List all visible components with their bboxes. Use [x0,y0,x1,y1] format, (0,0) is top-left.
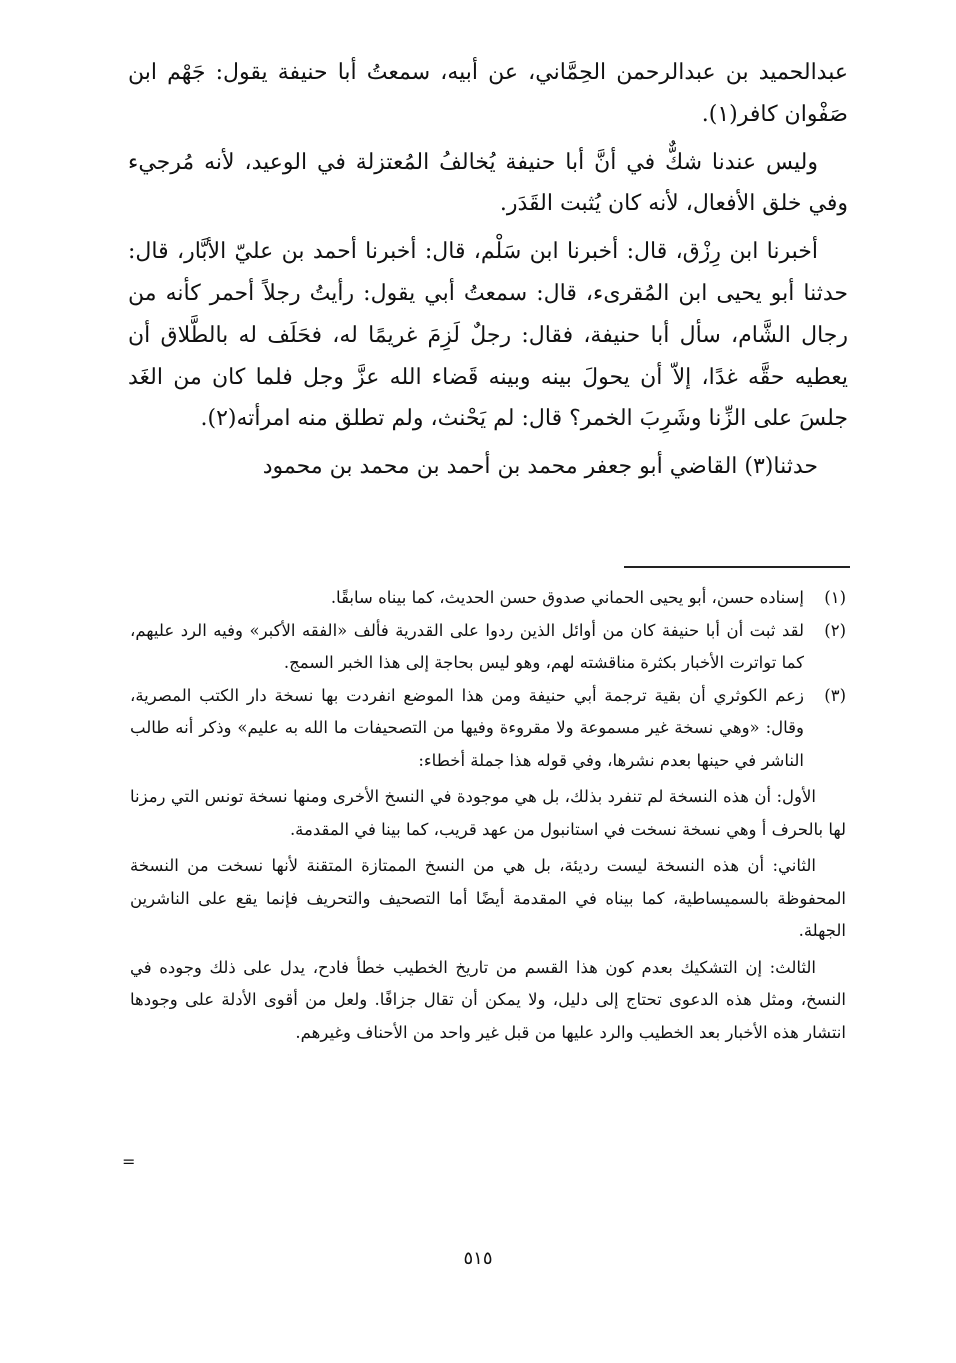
footnote-3 [130,680,846,778]
footnote-number: (٢) [824,620,846,640]
paragraph-2: وليس عندنا شكٌّ في أنَّ أبا حنيفة يُخالفُ المُعتزلة في الوعيد، لأنه مُرجيء وفي خلق الأفعال، لأنه كان يُثبت القَدَر. [128,149,848,217]
page-number: ٥١٥ [463,1248,493,1269]
footnote-number: (٣) [824,685,846,705]
footnotes-block [130,582,846,1049]
footnote-point-first: الأول: أن هذه النسخة لم تنفرد بذلك، بل هي موجودة في النسخ الأخرى ومنها نسخة تونس التي رمزنا لها بالحرف أ وهي نسخة نسخت في استانبول من عهد قريب، كما بينا في المقدمة. [130,787,846,839]
footnote-point-second: الثاني: أن هذه النسخة ليست رديئة، بل هي من النسخ الممتازة المتقنة لأنها نسخت من النسخة المحفوظة بالسميساطية، كما بيناه في المقدمة أيضًا أما التصحيف والتحريف فإنما يقع على الناشرين الجهلة. [130,856,846,940]
continuation-mark: = [122,1152,136,1171]
footnote-point-third: الثالث: إن التشكيك بعدم كون هذا القسم من تاريخ الخطيب خطأ فادح، يدل على ذلك وجوده في النسخ، ومثل هذه الدعوى تحتاج إلى دليل، ولا يمكن أن تقال جزافًا. ولعل من أقوى الأدلة على وجودها انتشار هذه الأخبار بعد الخطيب والرد عليها من قبل غير واحد من الأحناف وغيرهم. [130,957,846,1042]
footnote-number: (١) [824,588,846,607]
paragraph-4: حدثنا(٣) القاضي أبو جعفر محمد بن أحمد بن محمد بن محمود [262,454,818,480]
footnote-separator [624,566,850,568]
main-text-block [128,52,848,494]
footnote-text: لقد ثبت أن أبا حنيفة كان من أوائل الذين ردوا على القدرية فألف «الفقه الأكبر» وفيه الرد عليهم، كما تواترت الأخبار بكثرة مناقشته لهم، وهو ليس بحاجة إلى هذا الخبر السمج. [130,620,804,672]
paragraph-3: أخبرنا ابن رِزْق، قال: أخبرنا ابن سَلْم، قال: أخبرنا أحمد بن عليّ الأبَّار، قال: حدثنا أبو يحيى ابن المُقرىء، قال: سمعتُ أبي يقول: رأيتُ رجلاً أحمر كأنه من رجال الشَّام، سأل أبا حنيفة، فقال: رجلٌ لَزِمَ غريمًا له، فحَلَف له بالطَّلاق أن يعطيه حقَّه غدًا، إلاّ أن يحولَ بينه وبينه قَضاء الله عزَّ وجل فلما كان من الغَد جلسَ على الزِّنا وشَرِبَ الخمر؟ قال: لم يَحْنث، ولم تطلق منه امرأته(٢). [128,239,848,432]
footnote-text: إسناده حسن، أبو يحيى الحماني صدوق حسن الحديث، كما بيناه سابقًا. [330,588,804,607]
paragraph-1: عبدالحميد بن عبدالرحمن الحِمَّاني، عن أبيه، سمعتُ أبا حنيفة يقول: جَهْم ابن صَفْوان كافر(١). [128,60,848,127]
footnote-text: زعم الكوثري أن بقية ترجمة أبي حنيفة ومن هذا الموضع انفردت بها نسخة دار الكتب المصرية، وقال: «وهي نسخة غير مسموعة ولا مقروءة وفيها من التصحيفات ما الله به عليم» وذكر أنه طالب الناشر في حينها بعدم نشرها، وفي قوله هذا جملة أخطاء: [130,685,804,770]
footnote-1 [130,582,846,615]
footnote-2 [130,615,846,680]
